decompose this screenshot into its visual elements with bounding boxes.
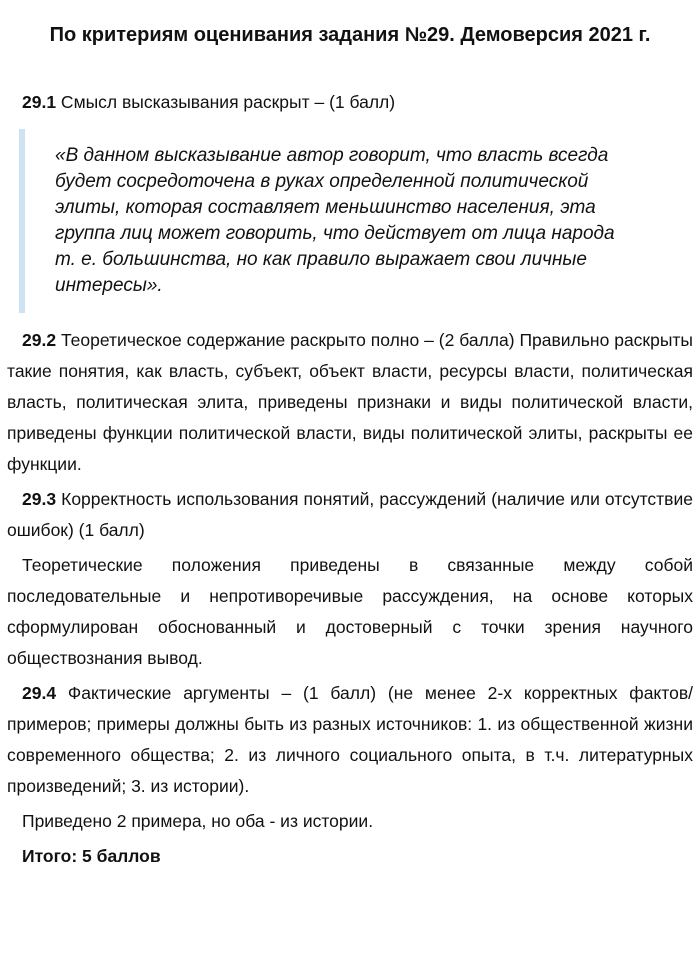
criterion-29-3-body: Теоретические положения приведены в связанные между собой последовательные и непротиворечивые рассуждения, на основе которых сформулирован обоснованный и достоверный с точки зрения научного обществознания вывод. — [7, 555, 693, 668]
criterion-29-3 — [7, 484, 693, 546]
criterion-number: 29.3 — [22, 489, 57, 509]
criterion-number: 29.2 — [22, 330, 57, 350]
criterion-number: 29.4 — [22, 683, 57, 703]
criterion-text: Теоретическое содержание раскрыто полно – (2 балла) Правильно раскрыты такие понятия, как власть, субъект, объект власти, ресурсы власти, политическая власть, политическая элита, приведены признаки и виды политической власти, приведены функции политической власти, виды политической элиты, раскрыты ее функции. — [7, 330, 693, 474]
page-title: По критериям оценивания задания №29. Демоверсия 2021 г. — [49, 24, 651, 46]
quoted-answer: «В данном высказывание автор говорит, что власть всегда будет сосредоточена в руках определенной политической элиты, которая составляет меньшинство населения, эта группа лиц может говорить, что действует от лица народа т. е. большинства, но как правило выражает свои личные интересы». — [19, 129, 655, 313]
criterion-text: Смысл высказывания раскрыт – (1 балл) — [56, 92, 396, 112]
criterion-29-4 — [7, 678, 693, 802]
total-score: Итого: 5 баллов — [22, 846, 161, 866]
criterion-text: Корректность использования понятий, рассуждений (наличие или отсутствие ошибок) (1 балл) — [7, 489, 693, 540]
criterion-29-1 — [7, 87, 693, 118]
criterion-text: Фактические аргументы – (1 балл) (не менее 2-х корректных фактов/ примеров; примеры должны быть из разных источников: 1. из общественной жизни современного общества; 2. из личного социального опыта, в т.ч. литературных произведений; 3. из истории). — [7, 683, 693, 796]
criterion-29-2 — [7, 325, 693, 480]
criterion-29-4-body: Приведено 2 примера, но оба - из истории. — [22, 811, 374, 831]
criterion-number: 29.1 — [22, 92, 57, 112]
